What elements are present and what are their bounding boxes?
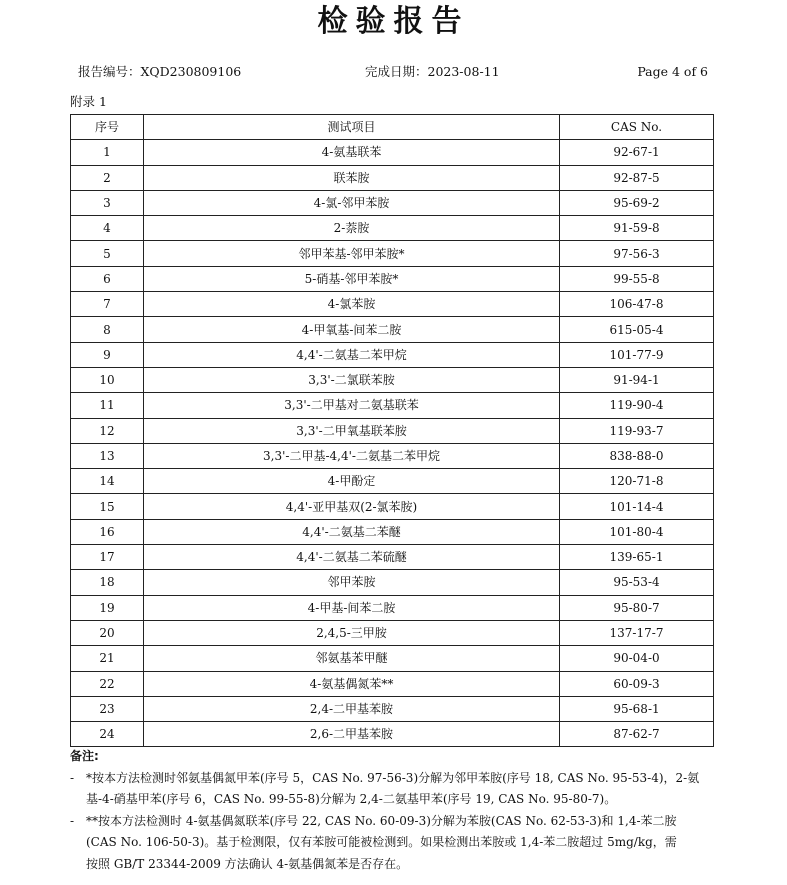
report-number: 报告编号：XQD230809106 — [78, 64, 242, 79]
row-index: 12 — [71, 418, 144, 443]
row-index: 2 — [71, 165, 144, 190]
table-row — [71, 570, 714, 595]
row-index: 14 — [71, 469, 144, 494]
row-index: 10 — [71, 367, 144, 392]
table-row — [71, 292, 714, 317]
row-cas-no: 120-71-8 — [560, 469, 714, 494]
appendix-label: 附录 1 — [70, 94, 107, 109]
table-row — [71, 266, 714, 291]
row-cas-no: 95-53-4 — [560, 570, 714, 595]
row-index: 7 — [71, 292, 144, 317]
row-test-item: 邻甲苯胺 — [144, 570, 560, 595]
row-index: 20 — [71, 620, 144, 645]
column-header-cas-no: CAS No. — [560, 115, 714, 140]
row-index: 6 — [71, 266, 144, 291]
row-test-item: 3,3'-二甲基对二氨基联苯 — [144, 393, 560, 418]
row-cas-no: 60-09-3 — [560, 671, 714, 696]
row-test-item: 4,4'-亚甲基双(2-氯苯胺) — [144, 494, 560, 519]
row-cas-no: 119-90-4 — [560, 393, 714, 418]
row-cas-no: 91-94-1 — [560, 367, 714, 392]
note-bullet: - — [70, 770, 75, 785]
row-cas-no: 838-88-0 — [560, 443, 714, 468]
table-row — [71, 190, 714, 215]
row-cas-no: 106-47-8 — [560, 292, 714, 317]
note-item — [70, 811, 718, 876]
table-row — [71, 620, 714, 645]
table-row — [71, 165, 714, 190]
table-row — [71, 469, 714, 494]
row-cas-no: 87-62-7 — [560, 722, 714, 747]
completion-date: 完成日期：2023-08-11 — [365, 64, 500, 79]
row-test-item: 4-氯苯胺 — [144, 292, 560, 317]
row-test-item: 联苯胺 — [144, 165, 560, 190]
row-cas-no: 137-17-7 — [560, 620, 714, 645]
row-test-item: 邻甲苯基-邻甲苯胺* — [144, 241, 560, 266]
table-row — [71, 342, 714, 367]
row-cas-no: 95-80-7 — [560, 595, 714, 620]
row-index: 1 — [71, 140, 144, 165]
row-test-item: 4,4'-二氨基二苯甲烷 — [144, 342, 560, 367]
row-index: 21 — [71, 646, 144, 671]
note-line: 基-4-硝基甲苯(序号 6，CAS No. 99-55-8)分解为 2,4-二氨基甲苯(序号 19, CAS No. 95-80-7)。 — [86, 792, 617, 806]
table-row — [71, 722, 714, 747]
page-indicator: Page 4 of 6 — [637, 64, 708, 79]
row-cas-no: 615-05-4 — [560, 317, 714, 342]
row-index: 15 — [71, 494, 144, 519]
row-cas-no: 101-14-4 — [560, 494, 714, 519]
row-test-item: 4-甲基-间苯二胺 — [144, 595, 560, 620]
row-test-item: 2,6-二甲基苯胺 — [144, 722, 560, 747]
row-cas-no: 99-55-8 — [560, 266, 714, 291]
note-line: 按照 GB/T 23344-2009 方法确认 4-氨基偶氮苯是否存在。 — [86, 856, 409, 871]
table-row — [71, 443, 714, 468]
row-index: 17 — [71, 545, 144, 570]
row-index: 13 — [71, 443, 144, 468]
row-test-item: 4-甲酚定 — [144, 469, 560, 494]
row-test-item: 4-甲氧基-间苯二胺 — [144, 317, 560, 342]
row-index: 16 — [71, 519, 144, 544]
table-row — [71, 519, 714, 544]
table-header-row — [71, 115, 714, 140]
row-index: 4 — [71, 216, 144, 241]
table-row — [71, 241, 714, 266]
table-row — [71, 317, 714, 342]
note-line: *按本方法检测时邻氨基偶氮甲苯(序号 5，CAS No. 97-56-3)分解为邻甲苯胺(序号 18, CAS No. 95-53-4)，2-氨 — [86, 770, 700, 785]
row-test-item: 5-硝基-邻甲苯胺* — [144, 266, 560, 291]
table-row — [71, 696, 714, 721]
table-row — [71, 545, 714, 570]
table-row — [71, 140, 714, 165]
table-row — [71, 393, 714, 418]
row-test-item: 4,4'-二氨基二苯硫醚 — [144, 545, 560, 570]
test-items-table — [70, 114, 714, 747]
note-bullet: - — [70, 813, 75, 828]
row-test-item: 2-萘胺 — [144, 216, 560, 241]
row-cas-no: 92-87-5 — [560, 165, 714, 190]
row-index: 19 — [71, 595, 144, 620]
row-cas-no: 92-67-1 — [560, 140, 714, 165]
column-header-index: 序号 — [71, 115, 144, 140]
note-line: (CAS No. 106-50-3)。基于检测限，仅有苯胺可能被检测到。如果检测出苯胺或 1,4-苯二胺超过 5mg/kg，需 — [86, 835, 677, 849]
row-cas-no: 97-56-3 — [560, 241, 714, 266]
row-test-item: 邻氨基苯甲醚 — [144, 646, 560, 671]
row-test-item: 2,4-二甲基苯胺 — [144, 696, 560, 721]
row-test-item: 3,3'-二氯联苯胺 — [144, 367, 560, 392]
row-cas-no: 101-77-9 — [560, 342, 714, 367]
report-meta-row — [78, 63, 708, 81]
row-index: 23 — [71, 696, 144, 721]
row-cas-no: 101-80-4 — [560, 519, 714, 544]
table-row — [71, 494, 714, 519]
row-test-item: 3,3'-二甲氧基联苯胺 — [144, 418, 560, 443]
row-test-item: 3,3'-二甲基-4,4'-二氨基二苯甲烷 — [144, 443, 560, 468]
table-row — [71, 595, 714, 620]
table-row — [71, 418, 714, 443]
notes-title: 备注: — [70, 749, 99, 763]
row-test-item: 4-氨基联苯 — [144, 140, 560, 165]
row-cas-no: 95-69-2 — [560, 190, 714, 215]
note-item — [70, 768, 718, 811]
row-index: 3 — [71, 190, 144, 215]
row-test-item: 2,4,5-三甲胺 — [144, 620, 560, 645]
column-header-test-item: 测试项目 — [144, 115, 560, 140]
row-index: 9 — [71, 342, 144, 367]
row-index: 8 — [71, 317, 144, 342]
notes-section — [70, 746, 718, 875]
row-index: 22 — [71, 671, 144, 696]
notes-list — [70, 768, 718, 876]
table-row — [71, 367, 714, 392]
row-cas-no: 119-93-7 — [560, 418, 714, 443]
report-title: 检验报告 — [317, 4, 470, 39]
table-body — [71, 140, 714, 747]
note-line: **按本方法检测时 4-氨基偶氮联苯(序号 22, CAS No. 60-09-3)分解为苯胺(CAS No. 62-53-3)和 1,4-苯二胺 — [86, 813, 677, 828]
table-row — [71, 671, 714, 696]
row-index: 24 — [71, 722, 144, 747]
row-cas-no: 95-68-1 — [560, 696, 714, 721]
table-row — [71, 646, 714, 671]
row-test-item: 4,4'-二氨基二苯醚 — [144, 519, 560, 544]
row-test-item: 4-氯-邻甲苯胺 — [144, 190, 560, 215]
row-index: 18 — [71, 570, 144, 595]
row-test-item: 4-氨基偶氮苯** — [144, 671, 560, 696]
row-cas-no: 91-59-8 — [560, 216, 714, 241]
row-index: 5 — [71, 241, 144, 266]
table-row — [71, 216, 714, 241]
row-cas-no: 90-04-0 — [560, 646, 714, 671]
row-index: 11 — [71, 393, 144, 418]
row-cas-no: 139-65-1 — [560, 545, 714, 570]
